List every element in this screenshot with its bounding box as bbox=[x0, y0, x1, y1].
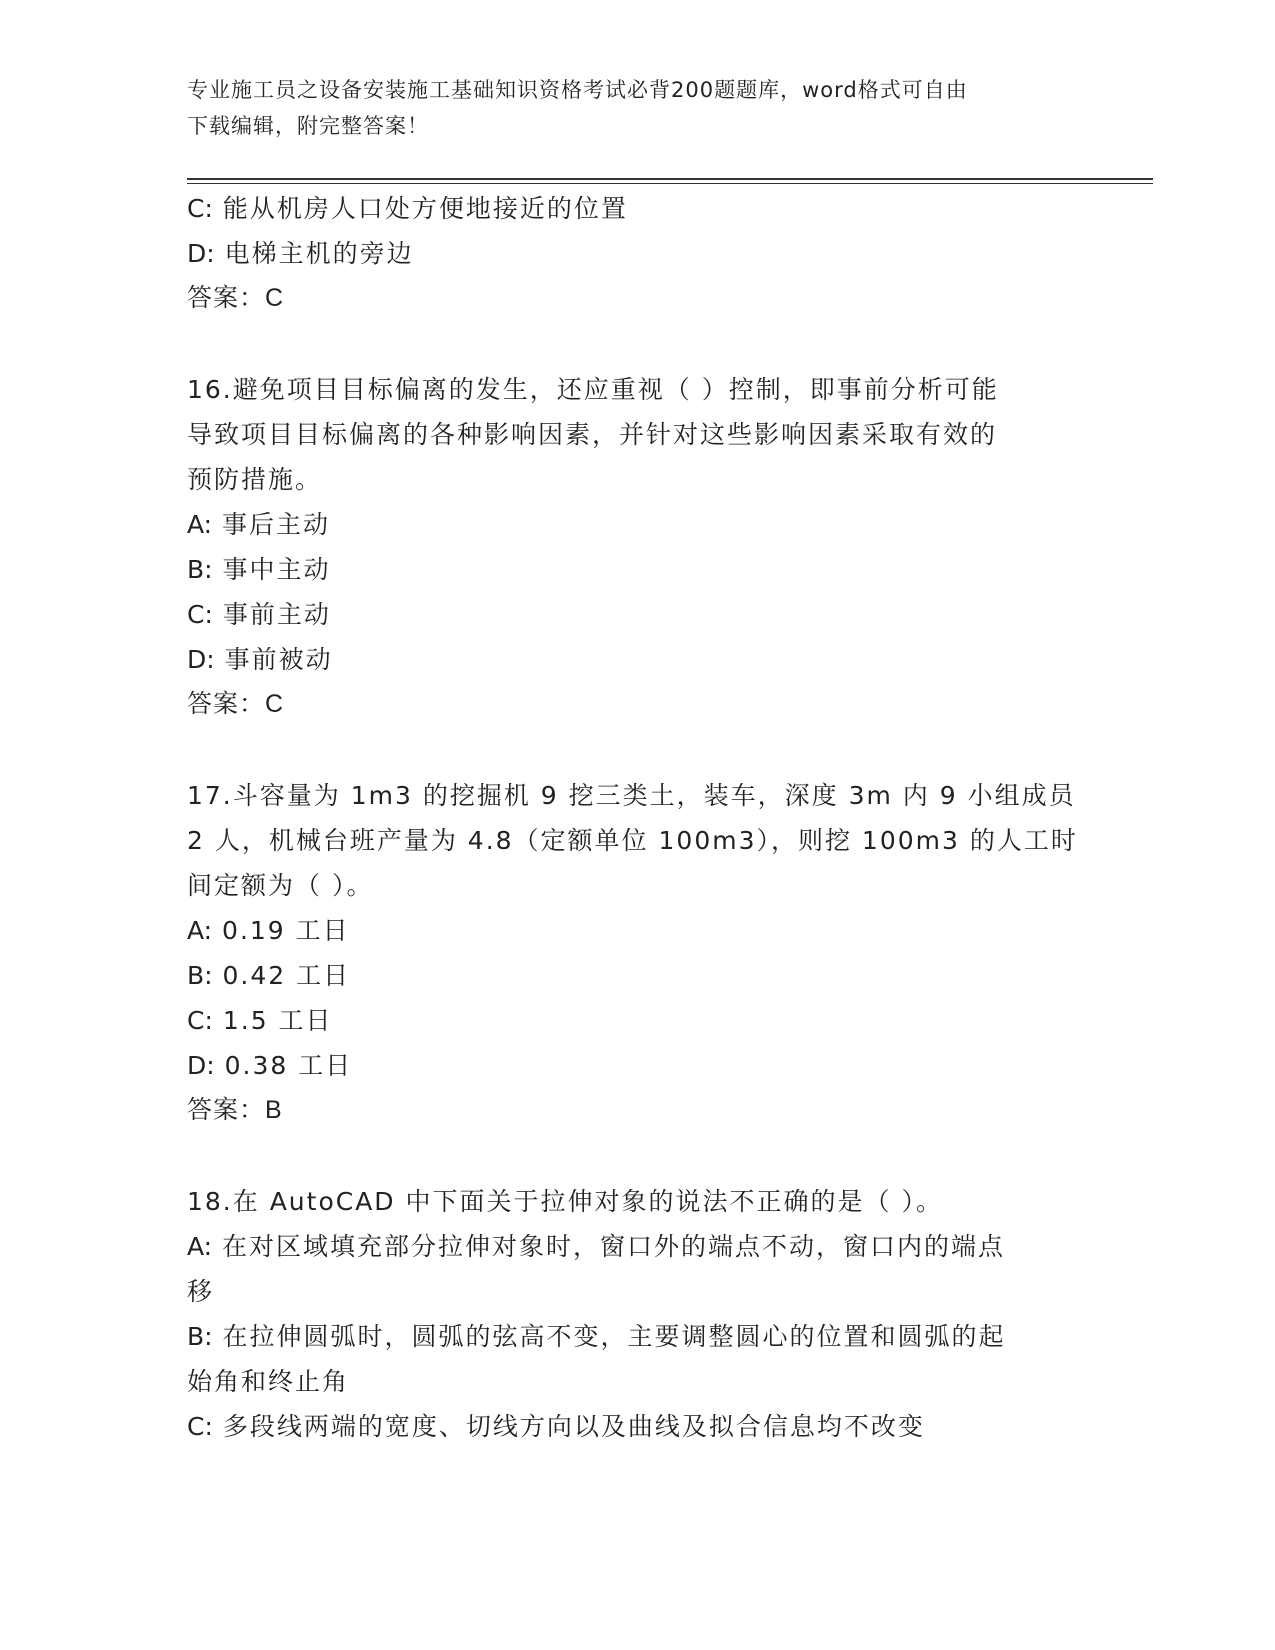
option-a-continuation: 移 bbox=[187, 1277, 215, 1306]
option-b bbox=[187, 547, 1087, 592]
header-title-line-2: 下载编辑，附完整答案！ bbox=[187, 114, 429, 138]
question-list bbox=[187, 186, 1087, 1449]
option-text: 事前主动 bbox=[222, 600, 331, 629]
header-divider-thick bbox=[187, 178, 1153, 180]
answer-line: 答案：C bbox=[187, 690, 285, 718]
question-stem-line: 预防措施。 bbox=[187, 465, 323, 494]
option-key: C: bbox=[187, 194, 213, 223]
option-text: 在拉伸圆弧时，圆弧的弦高不变，主要调整圆心的位置和圆弧的起 bbox=[222, 1322, 1006, 1351]
option-text: 0.19 工日 bbox=[222, 916, 350, 945]
option-a bbox=[187, 502, 1087, 547]
option-key: C: bbox=[187, 600, 213, 629]
option-text: 在对区域填充部分拉伸对象时，窗口外的端点不动，窗口内的端点 bbox=[222, 1232, 1006, 1261]
option-key: B: bbox=[187, 1322, 213, 1351]
option-key: A: bbox=[187, 1232, 213, 1261]
answer-line: 答案：C bbox=[187, 284, 285, 312]
option-key: D: bbox=[187, 645, 215, 674]
option-a bbox=[187, 1224, 1087, 1269]
option-text: 0.38 工日 bbox=[224, 1051, 353, 1080]
option-d bbox=[187, 1043, 1087, 1088]
option-text: 电梯主机的旁边 bbox=[224, 239, 414, 268]
question-stem-line: 17.斗容量为 1m3 的挖掘机 9 挖三类土，装车，深度 3m 内 9 小组成员 bbox=[187, 781, 1076, 810]
option-c bbox=[187, 186, 1087, 231]
option-b bbox=[187, 953, 1087, 998]
option-text: 1.5 工日 bbox=[222, 1006, 333, 1035]
option-key: B: bbox=[187, 961, 213, 990]
option-key: D: bbox=[187, 239, 215, 268]
option-b bbox=[187, 1314, 1087, 1359]
question-15-tail bbox=[187, 186, 1087, 321]
question-stem-line: 16.避免项目目标偏离的发生，还应重视（ ）控制，即事前分析可能 bbox=[187, 375, 999, 404]
header-title-line-1: 专业施工员之设备安装施工基础知识资格考试必背200题题库，word格式可自由 bbox=[187, 78, 968, 102]
question-17 bbox=[187, 773, 1087, 1133]
question-stem-line: 2 人，机械台班产量为 4.8（定额单位 100m3），则挖 100m3 的人工时 bbox=[187, 826, 1078, 855]
option-text: 事后主动 bbox=[222, 510, 331, 539]
document-header bbox=[187, 72, 1087, 144]
header-divider-thin bbox=[187, 183, 1153, 184]
question-stem-line: 导致项目目标偏离的各种影响因素，并针对这些影响因素采取有效的 bbox=[187, 420, 998, 449]
option-text: 事中主动 bbox=[222, 555, 331, 584]
option-key: C: bbox=[187, 1006, 213, 1035]
option-d bbox=[187, 637, 1087, 682]
answer-line: 答案：B bbox=[187, 1096, 283, 1124]
question-stem-line: 18.在 AutoCAD 中下面关于拉伸对象的说法不正确的是（ ）。 bbox=[187, 1187, 943, 1216]
option-text: 多段线两端的宽度、切线方向以及曲线及拟合信息均不改变 bbox=[222, 1412, 925, 1441]
option-b-continuation: 始角和终止角 bbox=[187, 1367, 350, 1396]
option-key: A: bbox=[187, 510, 213, 539]
option-a bbox=[187, 908, 1087, 953]
question-16 bbox=[187, 367, 1087, 727]
option-d bbox=[187, 231, 1087, 276]
option-c bbox=[187, 592, 1087, 637]
option-text: 事前被动 bbox=[224, 645, 333, 674]
option-text: 能从机房人口处方便地接近的位置 bbox=[222, 194, 628, 223]
question-18 bbox=[187, 1179, 1087, 1449]
question-stem-line: 间定额为（ ）。 bbox=[187, 871, 374, 900]
option-text: 0.42 工日 bbox=[222, 961, 351, 990]
option-key: C: bbox=[187, 1412, 213, 1441]
option-key: A: bbox=[187, 916, 213, 945]
option-c bbox=[187, 998, 1087, 1043]
option-key: D: bbox=[187, 1051, 215, 1080]
option-key: B: bbox=[187, 555, 213, 584]
option-c bbox=[187, 1404, 1087, 1449]
